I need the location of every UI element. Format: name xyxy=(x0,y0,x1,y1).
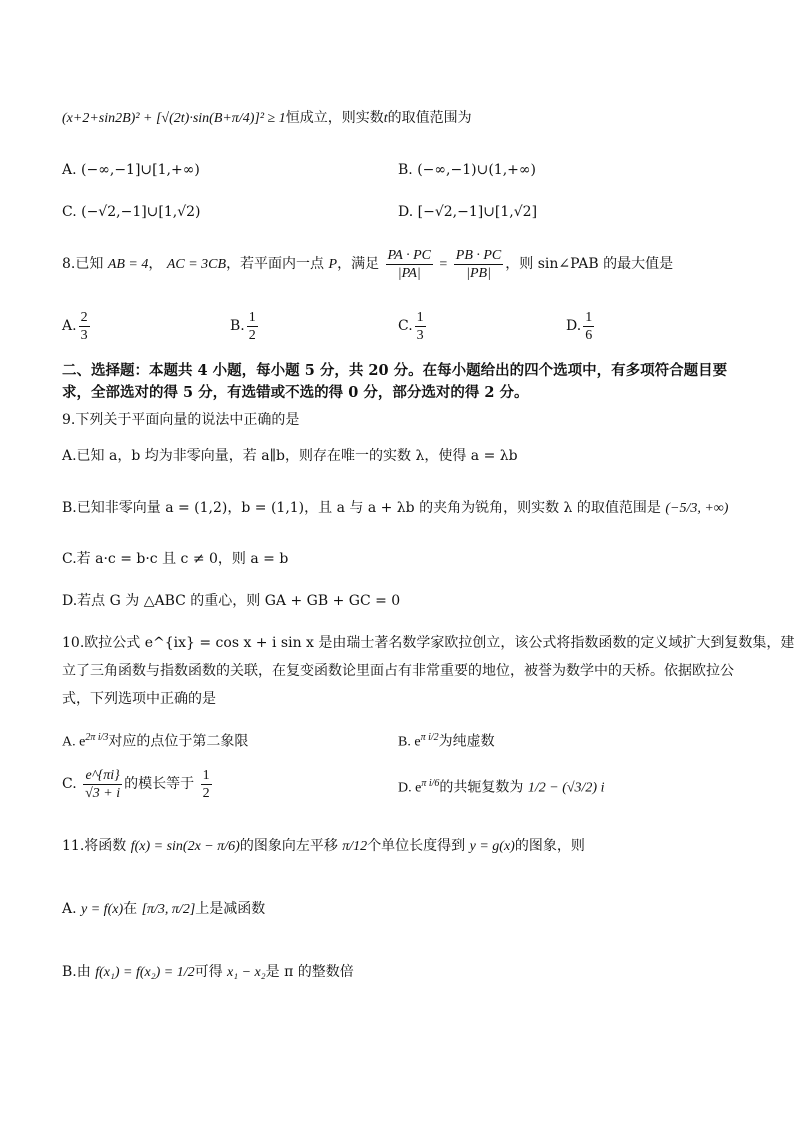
q10-option-c-value: $\frac{1}{2}$ xyxy=(202,767,210,801)
q7-option-d: D. [−√2,−1]∪[1,√2] xyxy=(398,204,538,220)
q10-option-a-exponent: 2π i/3 xyxy=(85,732,109,743)
q10-stem-line-1: 10.欧拉公式 e^{ix} = cos x + i sin x 是由瑞士著名数学家欧拉创立，该公式将指数函数的定义域扩大到复数集，建 xyxy=(62,635,794,651)
q11-function: f(x) = sin(2x − π/6) xyxy=(130,839,240,854)
q9-option-b xyxy=(62,493,728,524)
q7-option-a: A. (−∞,−1]∪[1,+∞) xyxy=(62,162,200,178)
q7-stem-var: t xyxy=(383,111,388,126)
q7-inequality: (x+2+sin2B)² + [√(2t)·sin(B+π/4)]² ≥ 1 xyxy=(62,111,286,126)
q10-option-d-value: 1/2 − (√3/2) i xyxy=(527,780,605,796)
q9-option-a: A.已知 a，b 均为非零向量，若 a∥b，则存在唯一的实数 λ，使得 a = λb xyxy=(62,448,518,464)
q8-fraction-right: $\frac{PB \cdot PC}{|PB|}$ xyxy=(455,247,502,281)
q10-option-d: D. $e^{\pi i/6}$的共轭复数为 1/2 − (√3/2) i xyxy=(398,778,605,796)
q10-option-a: A. $e^{2\pi i/3}$对应的点位于第二象限 xyxy=(62,732,249,750)
q7-stem-text: 恒成立，则实数 xyxy=(285,110,384,126)
q8-ask: ，则 sin∠PAB 的最大值是 xyxy=(505,256,674,272)
q10-option-d-exponent: π i/6 xyxy=(421,778,440,789)
q8-cond-vector: AC = 3CB xyxy=(166,257,227,272)
q10-option-c: C. $\frac{e\^{}\{\pi i\}}{√3 + i}$ 的模长等于 $\frac{1}{2}$ xyxy=(62,767,210,801)
q11-g-function: y = g(x) xyxy=(469,839,515,854)
q7-option-c: C. (−√2,−1]∪[1,√2) xyxy=(62,204,201,220)
q9-option-b-range: (−5/3, +∞) xyxy=(665,501,729,516)
q8-option-c: C. $\frac{1}{3}$ xyxy=(398,309,424,343)
q8-fraction-left: $\frac{PA \cdot PC}{|PA|}$ xyxy=(387,247,431,281)
q7-stem-tail: 的取值范围为 xyxy=(387,110,472,126)
q11-stem: 11.将函数 f(x) = sin(2x − π/6)的图象向左平移 π/12个单位长度得到 y = g(x)的图象，则 xyxy=(62,838,585,854)
q10-stem-line-3: 式，下列选项中正确的是 xyxy=(62,691,216,707)
q8-point: P xyxy=(328,257,338,272)
q8-option-d: D. $\frac{1}{6}$ xyxy=(566,309,593,343)
q8-label: 8.已知 xyxy=(62,256,104,272)
q8-option-a: A. $\frac{2}{3}$ xyxy=(62,309,88,343)
q10-stem-line-2: 立了三角函数与指数函数的关联，在复变函数论里面占有非常重要的地位，被誉为数学中的天桥。依据欧拉公 xyxy=(62,663,734,679)
q7-option-b: B. (−∞,−1)∪(1,+∞) xyxy=(398,162,536,178)
q7-stem xyxy=(62,108,472,129)
q10-option-c-fraction: $\frac{e\^{}\{\pi i\}}{√3 + i}$ xyxy=(85,767,121,801)
q11-option-a-interval: [π/3, π/2] xyxy=(141,902,196,917)
q10-option-b-exponent: π i/2 xyxy=(420,732,439,743)
q9-option-b-text: B.已知非零向量 a = (1,2)，b = (1,1)，且 a 与 a + λb 的夹角为锐角，则实数 λ 的取值范围是 xyxy=(62,500,661,516)
q11-option-b: B.由 f(x₁) = f(x₂) = 1/2可得 x₁ − x₂是 π 的整数倍 xyxy=(62,964,354,980)
q8-mid: ，若平面内一点 xyxy=(226,256,325,272)
q8-option-b: B. $\frac{1}{2}$ xyxy=(230,309,256,343)
q8-stem: 8.已知 AB = 4， AC = 3CB，若平面内一点 P，满足 $\frac{PA \cdot PC}{|PA|}$ = $\frac{PB \cdot PC}{|PB|}$ ，则 sin∠PAB 的最大值是 xyxy=(62,247,674,281)
q9-option-c: C.若 a·c = b·c 且 c ≠ 0，则 a = b xyxy=(62,551,289,567)
q8-satisfy: ，满足 xyxy=(337,256,380,272)
q9-stem: 9.下列关于平面向量的说法中正确的是 xyxy=(62,412,300,428)
q8-cond-ab: AB = 4 xyxy=(107,257,149,272)
section-2-heading: 二、选择题：本题共 4 小题，每小题 5 分，共 20 分。在每小题给出的四个选项中，有多项符合题目要求，全部选对的得 5 分，有选错或不选的得 0 分，部分选对的得 2 分。 xyxy=(62,362,728,401)
q10-option-b: B. $e^{\pi i/2}$为纯虚数 xyxy=(398,732,495,750)
q11-option-a: A. y = f(x)在 [π/3, π/2]上是减函数 xyxy=(62,901,266,917)
q9-option-d: D.若点 G 为 △ABC 的重心，则 GA + GB + GC = 0 xyxy=(62,593,401,609)
q11-shift: π/12 xyxy=(342,839,368,854)
q11-option-b-equation: f(x₁) = f(x₂) = 1/2 xyxy=(95,965,195,980)
